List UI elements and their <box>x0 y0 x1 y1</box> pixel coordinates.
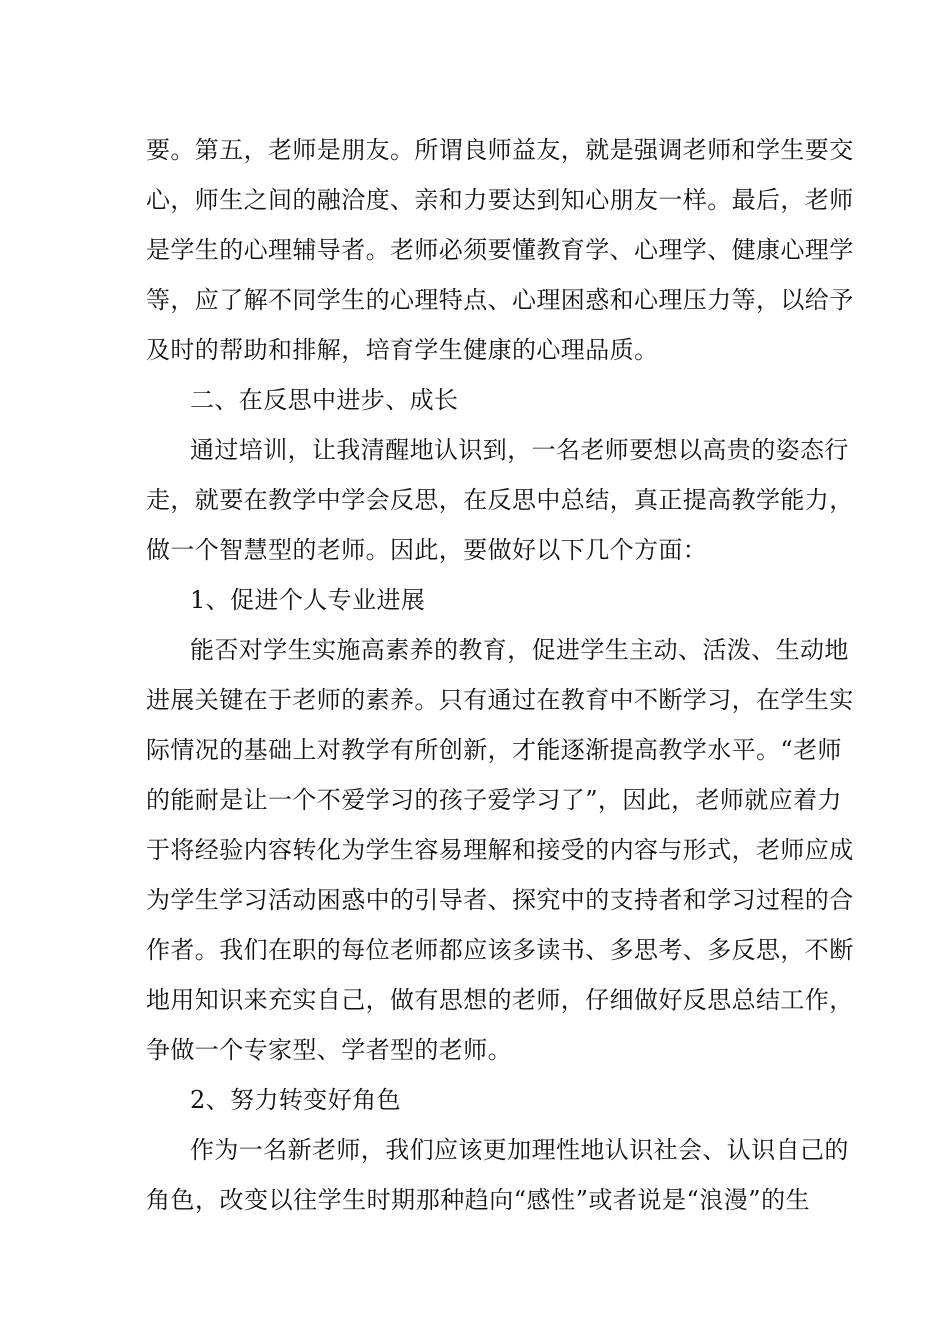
text-line: 作者。我们在职的每位老师都应该多读书、多思考、多反思，不断 <box>146 936 854 964</box>
subsection-heading: 1、促进个人专业进展 <box>190 586 426 614</box>
text-line: 际情况的基础上对教学有所创新，才能逐渐提高教学水平。“老师 <box>146 736 842 764</box>
subsection-heading: 2、努力转变好角色 <box>190 1086 401 1114</box>
text-line: 为学生学习活动困惑中的引导者、探究中的支持者和学习过程的合 <box>146 886 854 914</box>
text-line: 的能耐是让一个不爱学习的孩子爱学习了”，因此，老师就应着力 <box>146 786 842 814</box>
text-line: 及时的帮助和排解，培育学生健康的心理品质。 <box>146 336 659 364</box>
text-line: 争做一个专家型、学者型的老师。 <box>146 1036 512 1064</box>
text-line: 要。第五，老师是朋友。所谓良师益友，就是强调老师和学生要交 <box>146 136 854 164</box>
text-line: 走，就要在教学中学会反思，在反思中总结，真正提高教学能力， <box>146 486 854 514</box>
text-line: 作为一名新老师，我们应该更加理性地认识社会、认识自己的 <box>190 1136 849 1164</box>
text-line: 心，师生之间的融洽度、亲和力要达到知心朋友一样。最后，老师 <box>146 186 854 214</box>
text-line: 通过培训，让我清醒地认识到，一名老师要想以高贵的姿态行 <box>190 436 849 464</box>
text-line: 地用知识来充实自己，做有思想的老师，仔细做好反思总结工作， <box>146 986 854 1014</box>
text-line: 等，应了解不同学生的心理特点、心理困惑和心理压力等，以给予 <box>146 286 854 314</box>
section-heading: 二、在反思中进步、成长 <box>190 386 459 414</box>
text-line: 能否对学生实施高素养的教育，促进学生主动、活泼、生动地 <box>190 636 849 664</box>
text-line: 是学生的心理辅导者。老师必须要懂教育学、心理学、健康心理学 <box>146 236 854 264</box>
text-line: 于将经验内容转化为学生容易理解和接受的内容与形式，老师应成 <box>146 836 854 864</box>
text-line: 做一个智慧型的老师。因此，要做好以下几个方面： <box>146 536 708 564</box>
text-line: 进展关键在于老师的素养。只有通过在教育中不断学习，在学生实 <box>146 686 854 714</box>
text-line: 角色，改变以往学生时期那种趋向“感性”或者说是“浪漫”的生 <box>146 1186 810 1214</box>
